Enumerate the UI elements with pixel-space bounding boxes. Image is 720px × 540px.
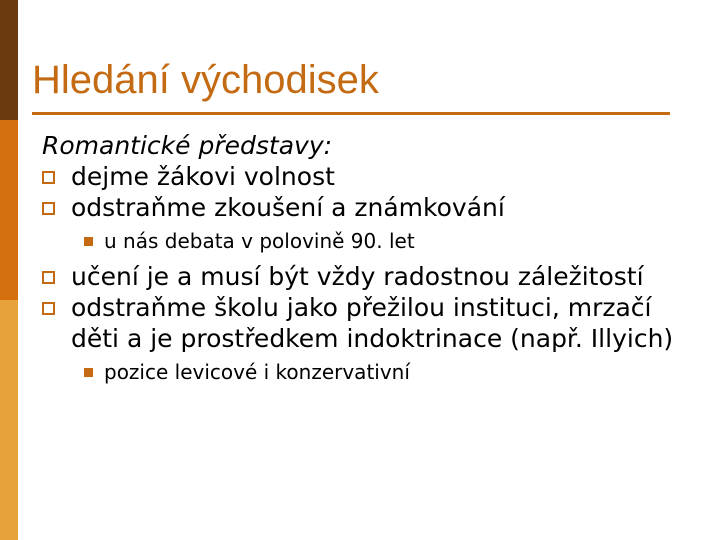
decorative-side-bar [0,0,18,540]
title-underline [32,112,670,115]
hollow-square-bullet-icon [42,171,55,184]
slide-title: Hledání východisek [32,58,379,102]
bullet-text: dejme žákovi volnost [71,162,335,191]
bullet-item [42,261,692,292]
side-bar-bottom-segment [0,300,18,540]
section-heading: Romantické představy: [42,131,333,160]
bullet-text: odstraňme školu jako přežilou instituci, mrzačí děti a je prostředkem indoktrinace (např. Illyich) [71,293,674,353]
bullet-item [42,292,692,354]
bullet-text: učení je a musí být vždy radostnou záležitostí [71,262,644,291]
sub-bullet-item [42,358,692,386]
side-bar-top-segment [0,0,18,120]
hollow-square-bullet-icon [42,271,55,284]
hollow-square-bullet-icon [42,302,55,315]
slide-body [42,130,692,392]
sub-bullet-item [42,227,692,255]
filled-square-bullet-icon [84,368,93,377]
bullet-item [42,161,692,192]
sub-bullet-text: u nás debata v polovině 90. let [104,229,415,253]
filled-square-bullet-icon [84,237,93,246]
side-bar-middle-segment [0,120,18,300]
sub-bullet-text: pozice levicové i konzervativní [104,360,410,384]
bullet-text: odstraňme zkoušení a známkování [71,193,505,222]
bullet-item [42,192,692,223]
hollow-square-bullet-icon [42,202,55,215]
